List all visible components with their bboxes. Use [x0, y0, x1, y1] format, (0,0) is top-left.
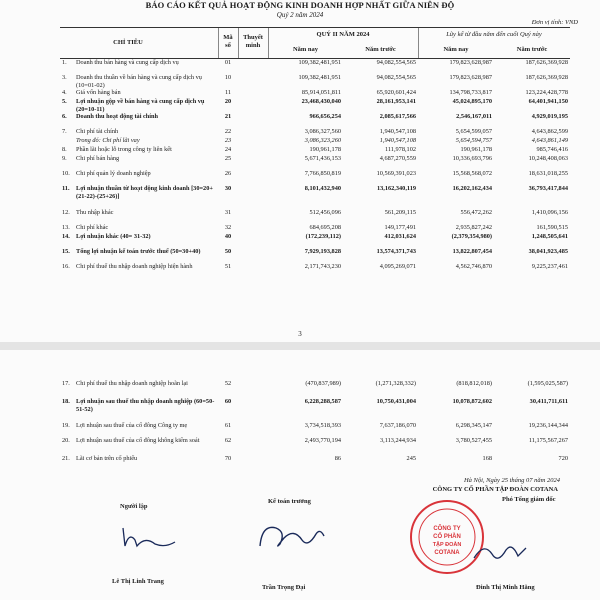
- row-y-now: 5,654,599,057: [455, 128, 492, 136]
- col-luy-ke: Lũy kế từ đầu năm đến cuối Quý này: [446, 31, 542, 38]
- row-note: [238, 422, 268, 437]
- row-label: Lợi nhuận gộp về bán hàng và cung cấp dịch vụ (20=10-11): [76, 98, 205, 113]
- row-q-now: 109,382,481,951: [298, 74, 341, 81]
- row-index: 10.: [62, 170, 70, 178]
- row-y-prev: 720: [558, 455, 568, 462]
- row-y-now: 134,798,733,817: [449, 89, 492, 97]
- row-note: [238, 380, 268, 398]
- row-code: 32: [224, 224, 232, 232]
- row-q-now: 23,468,430,040: [301, 98, 341, 106]
- row-label: Chi phí quản lý doanh nghiệp: [76, 170, 151, 178]
- row-y-prev: 123,224,428,778: [525, 89, 568, 97]
- row-label: Tổng lợi nhuận kế toán trước thuế (50=30+40): [76, 248, 201, 256]
- row-q-now: 190,961,178: [309, 146, 341, 154]
- currency-unit: Đơn vị tính: VND: [531, 19, 578, 26]
- svg-text:COTANA: COTANA: [434, 550, 460, 556]
- row-label: Lợi nhuận sau thuế của cổ đông không kiểm soát: [76, 437, 200, 444]
- director-title: Phó Tổng giám đốc: [502, 496, 556, 503]
- row-y-now: (818,812,018): [456, 380, 492, 387]
- row-y-prev: 18,631,018,255: [528, 170, 568, 178]
- row-q-now: 512,456,096: [309, 209, 341, 217]
- row-y-prev: 64,401,941,150: [528, 98, 568, 106]
- row-q-now: 2,171,743,230: [304, 263, 341, 271]
- row-index: 9.: [62, 155, 67, 163]
- row-q-prev: 4,095,269,071: [379, 263, 416, 271]
- row-q-prev: 1,940,547,108: [379, 128, 416, 136]
- row-index: 6.: [62, 113, 67, 121]
- row-code: 50: [224, 248, 232, 256]
- row-y-prev: 4,929,019,195: [531, 113, 568, 121]
- row-y-prev: (1,595,025,587): [527, 380, 568, 387]
- row-q-now: 2,493,770,194: [304, 437, 341, 444]
- accountant-name: Trần Trọng Đại: [262, 584, 306, 591]
- col-thuyet-minh: Thuyết minh: [243, 34, 263, 49]
- table-header: [60, 27, 570, 59]
- row-q-now: (470,837,989): [305, 380, 341, 387]
- director-signature: [470, 538, 530, 568]
- row-y-prev: 19,236,144,344: [528, 422, 568, 429]
- page-number: 3: [298, 330, 302, 338]
- row-q-prev: 1,940,547,108: [379, 137, 416, 145]
- row-note: [238, 185, 268, 209]
- row-note: [238, 155, 268, 170]
- row-index: 13.: [62, 224, 70, 232]
- row-y-now: 15,568,568,072: [452, 170, 492, 178]
- row-label: Lãi cơ bản trên cổ phiếu: [76, 455, 138, 462]
- row-y-now: 556,472,262: [460, 209, 492, 217]
- place-date: Hà Nội, Ngày 25 tháng 07 năm 2024: [463, 477, 560, 484]
- row-q-prev: 13,574,371,743: [376, 248, 416, 256]
- row-q-prev: 28,161,953,141: [376, 98, 416, 106]
- row-index: 17.: [62, 380, 70, 387]
- row-y-prev: 1,410,096,156: [531, 209, 568, 217]
- row-y-now: 168: [482, 455, 492, 462]
- row-y-now: 2,546,167,011: [456, 113, 492, 121]
- row-q-now: 7,929,193,828: [304, 248, 341, 256]
- table-row: [60, 437, 570, 455]
- row-note: [238, 89, 268, 98]
- row-y-prev: 1,248,505,641: [531, 233, 568, 241]
- row-q-now: 7,766,850,819: [304, 170, 341, 178]
- row-q-now: 85,914,051,811: [301, 89, 341, 97]
- row-q-now: 6,228,288,587: [304, 398, 341, 405]
- row-index: 8.: [62, 146, 67, 154]
- row-q-prev: 561,209,115: [384, 209, 416, 217]
- income-statement-table: [60, 59, 570, 279]
- row-note: [238, 209, 268, 224]
- row-note: [238, 455, 268, 464]
- row-q-prev: 10,569,391,023: [376, 170, 416, 178]
- row-note: [238, 98, 268, 113]
- row-y-now: 3,780,527,455: [455, 437, 492, 444]
- row-index: 21.: [62, 455, 70, 462]
- row-code: 26: [224, 170, 232, 178]
- row-code: 25: [224, 155, 232, 163]
- row-label: Chi phí bán hàng: [76, 155, 120, 163]
- row-q-now: 3,086,323,260: [304, 137, 341, 145]
- row-note: [238, 248, 268, 263]
- row-q-now: 966,656,254: [309, 113, 341, 121]
- preparer-title: Người lập: [120, 503, 148, 510]
- row-q-prev: 65,920,601,424: [376, 89, 416, 97]
- row-note: [238, 233, 268, 248]
- row-index: 20.: [62, 437, 70, 444]
- row-y-prev: 4,643,862,599: [531, 128, 568, 136]
- row-code: 22: [224, 128, 232, 136]
- row-q-now: 3,086,327,560: [304, 128, 341, 136]
- row-note: [238, 146, 268, 155]
- income-statement-table-cont: [60, 380, 570, 464]
- row-y-now: 2,935,827,242: [455, 224, 492, 232]
- row-index: 14.: [62, 233, 70, 241]
- table-row: [60, 59, 570, 74]
- table-row: [60, 137, 570, 146]
- row-code: 52: [224, 380, 232, 387]
- row-y-prev: 985,746,416: [536, 146, 568, 154]
- row-code: 61: [224, 422, 232, 429]
- svg-text:TẬP ĐOÀN: TẬP ĐOÀN: [432, 542, 462, 548]
- svg-text:CÔNG TY: CÔNG TY: [433, 526, 461, 532]
- report-period: Quý 2 năm 2024: [276, 11, 324, 19]
- row-q-now: 8,101,432,940: [304, 185, 341, 193]
- row-note: [238, 437, 268, 455]
- table-row: [60, 224, 570, 233]
- row-q-prev: 111,978,102: [384, 146, 416, 154]
- row-note: [238, 113, 268, 128]
- row-code: 01: [224, 59, 232, 66]
- row-y-prev: 187,626,369,928: [525, 74, 568, 81]
- row-index: 11.: [62, 185, 70, 193]
- row-index: 16.: [62, 263, 70, 271]
- row-y-now: 6,298,345,147: [455, 422, 492, 429]
- row-y-now: 179,823,628,987: [449, 59, 492, 66]
- table-row: [60, 74, 570, 89]
- row-q-now: 684,695,208: [309, 224, 341, 232]
- row-code: 23: [224, 137, 232, 145]
- row-y-now: 190,961,178: [460, 146, 492, 154]
- row-index: 19.: [62, 422, 70, 429]
- row-label: Trong đó: Chi phí lãi vay: [76, 137, 140, 145]
- table-row: [60, 146, 570, 155]
- table-row: [60, 209, 570, 224]
- row-note: [238, 170, 268, 185]
- table-row: [60, 455, 570, 464]
- svg-text:CỔ PHẦN: CỔ PHẦN: [433, 534, 461, 540]
- col-chi-tieu: CHỈ TIÊU: [113, 39, 143, 46]
- row-code: 20: [224, 98, 232, 106]
- report-title: BÁO CÁO KẾT QUẢ HOẠT ĐỘNG KINH DOANH HỢP NHẤT GIỮA NIÊN ĐỘ: [145, 0, 455, 10]
- row-y-now: (2,379,354,980): [451, 233, 492, 241]
- row-q-prev: 149,177,491: [384, 224, 416, 232]
- accountant-signature: [250, 518, 330, 552]
- row-note: [238, 263, 268, 279]
- row-q-prev: 245: [406, 455, 416, 462]
- row-q-now: (172,239,112): [305, 233, 341, 241]
- row-code: 62: [224, 437, 232, 444]
- row-label: Doanh thu hoạt động tài chính: [76, 113, 159, 121]
- row-index: 7.: [62, 128, 67, 136]
- page-separator: [0, 342, 600, 350]
- col-y-nam-nay: Năm nay: [443, 46, 469, 53]
- row-label: Chi phí thuế thu nhập doanh nghiệp hiện hành: [76, 263, 193, 271]
- row-code: 24: [224, 146, 232, 154]
- row-code: 60: [224, 398, 232, 405]
- table-row: [60, 380, 570, 398]
- row-index: 3.: [62, 74, 67, 81]
- col-ma-so: Mã số: [223, 34, 233, 49]
- row-code: 31: [224, 209, 232, 217]
- row-label: Phần lãi hoặc lỗ trong công ty liên kết: [76, 146, 172, 154]
- row-code: 21: [224, 113, 232, 121]
- row-q-prev: (1,271,328,332): [375, 380, 416, 387]
- director-name: Đinh Thị Minh Hằng: [476, 584, 535, 591]
- report-page-2: [0, 350, 600, 600]
- row-label: Lợi nhuận khác (40= 31-32): [76, 233, 151, 241]
- table-row: [60, 263, 570, 279]
- row-label: Chi phí tài chính: [76, 128, 119, 136]
- row-y-prev: 11,175,567,267: [528, 437, 568, 444]
- row-note: [238, 224, 268, 233]
- row-label: Lợi nhuận sau thuế thu nhập doanh nghiệp (60=50-51-52): [76, 398, 215, 413]
- row-y-prev: 38,041,923,485: [528, 248, 568, 256]
- row-y-prev: 36,793,417,844: [528, 185, 568, 193]
- row-code: 30: [224, 185, 232, 193]
- row-code: 51: [224, 263, 232, 271]
- row-index: [60, 137, 74, 146]
- row-q-prev: 2,085,617,566: [379, 113, 416, 121]
- col-q-nam-truoc: Năm trước: [365, 46, 396, 53]
- row-y-prev: 4,643,861,149: [531, 137, 568, 145]
- row-label: Giá vốn hàng bán: [76, 89, 121, 97]
- table-row: [60, 185, 570, 209]
- row-y-now: 4,562,746,870: [455, 263, 492, 271]
- row-q-now: 109,382,481,951: [298, 59, 341, 66]
- row-q-now: 86: [334, 455, 341, 462]
- row-label: Chi phí khác: [76, 224, 109, 232]
- preparer-signature: [115, 522, 185, 552]
- row-note: [238, 137, 268, 146]
- table-row: [60, 128, 570, 137]
- col-quy-ii: QUÝ II NĂM 2024: [316, 31, 370, 38]
- row-y-now: 10,078,872,602: [452, 398, 492, 405]
- row-index: 1.: [62, 59, 67, 66]
- row-note: [238, 398, 268, 422]
- table-row: [60, 170, 570, 185]
- row-y-prev: 10,248,408,063: [528, 155, 568, 163]
- row-code: 40: [224, 233, 232, 241]
- row-label: Chi phí thuế thu nhập doanh nghiệp hoãn lại: [76, 380, 188, 387]
- table-row: [60, 155, 570, 170]
- row-y-prev: 30,411,711,611: [529, 398, 568, 405]
- row-q-prev: 10,750,431,004: [376, 398, 416, 405]
- row-index: 15.: [62, 248, 70, 256]
- row-q-now: 5,671,436,153: [304, 155, 341, 163]
- row-note: [238, 74, 268, 89]
- row-y-now: 13,822,807,454: [452, 248, 492, 256]
- row-q-prev: 94,082,554,565: [376, 74, 416, 81]
- row-y-now: 179,823,628,987: [449, 74, 492, 81]
- row-y-now: 5,654,594,757: [455, 137, 492, 145]
- row-q-prev: 412,031,624: [384, 233, 416, 241]
- table-row: [60, 89, 570, 98]
- row-label: Doanh thu bán hàng và cung cấp dịch vụ: [76, 59, 179, 66]
- row-y-now: 10,336,693,796: [452, 155, 492, 163]
- company-name: CÔNG TY CỔ PHẦN TẬP ĐOÀN COTANA: [432, 486, 558, 493]
- table-row: [60, 98, 570, 113]
- col-y-nam-truoc: Năm trước: [516, 46, 548, 53]
- preparer-name: Lê Thị Linh Trang: [112, 578, 164, 585]
- row-y-prev: 9,225,237,461: [531, 263, 568, 271]
- row-y-prev: 161,590,515: [536, 224, 568, 232]
- row-y-now: 16,202,162,434: [452, 185, 492, 193]
- row-q-prev: 13,162,340,119: [376, 185, 416, 193]
- row-note: [238, 59, 268, 74]
- row-index: 18.: [62, 398, 70, 405]
- table-row: [60, 233, 570, 248]
- row-index: 5.: [62, 98, 67, 106]
- row-index: 12.: [62, 209, 70, 217]
- row-label: Lợi nhuận sau thuế của cổ đông Công ty mẹ: [76, 422, 188, 429]
- row-q-prev: 3,113,244,934: [380, 437, 416, 444]
- row-note: [238, 128, 268, 137]
- accountant-title: Kế toán trưởng: [268, 498, 311, 505]
- row-label: Thu nhập khác: [76, 209, 114, 217]
- table-row: [60, 398, 570, 422]
- row-label: Doanh thu thuần về bán hàng và cung cấp dịch vụ (10=01-02): [76, 74, 202, 89]
- row-code: 10: [224, 74, 232, 81]
- row-label: Lợi nhuận thuần từ hoạt động kinh doanh [30=20+(21-22)-(25+26)]: [76, 185, 213, 200]
- table-row: [60, 248, 570, 263]
- row-y-prev: 187,626,369,928: [525, 59, 568, 66]
- row-q-now: 3,734,518,393: [304, 422, 341, 429]
- col-q-nam-nay: Năm nay: [292, 46, 319, 53]
- table-row: [60, 422, 570, 437]
- row-index: 4.: [62, 89, 67, 97]
- row-code: 11: [224, 89, 232, 97]
- row-q-prev: 4,687,270,559: [379, 155, 416, 163]
- row-y-now: 45,024,895,170: [452, 98, 492, 106]
- row-code: 70: [224, 455, 232, 462]
- row-q-prev: 7,637,186,070: [379, 422, 416, 429]
- row-q-prev: 94,082,554,565: [376, 59, 416, 66]
- table-row: [60, 113, 570, 128]
